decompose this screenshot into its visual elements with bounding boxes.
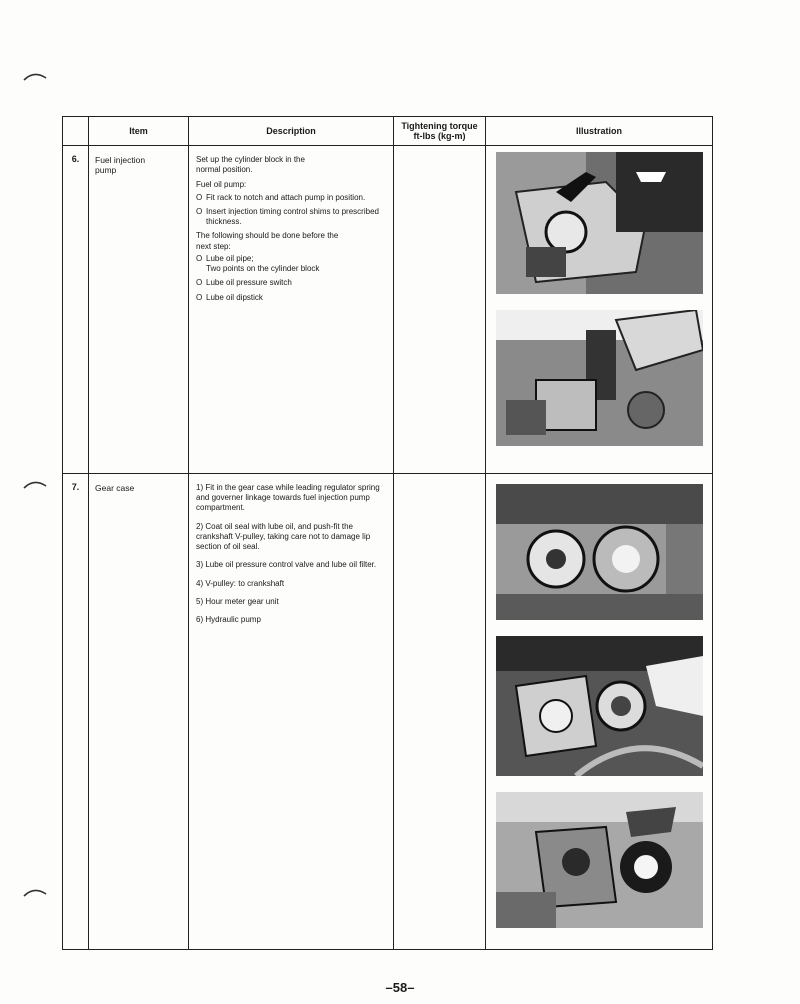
step-text: 6) Hydraulic pump	[196, 615, 261, 625]
header-description: Description	[189, 117, 394, 146]
item-label-line1: Fuel injection	[95, 155, 146, 165]
item-label-line2: pump	[95, 165, 117, 176]
table-header-row	[63, 117, 713, 146]
engine-photo	[496, 310, 703, 446]
gear-case-photo	[496, 636, 703, 776]
intro-line: Set up the cylinder block in the	[196, 155, 305, 164]
step-text: 3) Lube oil pressure control valve and lube oil filter.	[196, 560, 377, 570]
fuel-pump-subhead: Fuel oil pump:	[196, 180, 247, 190]
list-item	[196, 207, 387, 227]
lube-pipe-line: Two points on the cylinder block	[206, 264, 320, 274]
header-illustration: Illustration	[486, 117, 713, 146]
follow-line: next step:	[196, 241, 231, 251]
table-row	[63, 146, 713, 474]
list-item-text: Lube oil pressure switch	[206, 278, 292, 288]
list-item	[196, 293, 387, 303]
header-torque	[394, 117, 486, 146]
row-illustration	[486, 146, 713, 474]
intro-line: normal position.	[196, 165, 253, 175]
bullet-icon: O	[196, 278, 203, 288]
bullet-icon: O	[196, 192, 203, 202]
header-number	[63, 117, 89, 146]
header-item: Item	[89, 117, 189, 146]
list-item-text	[206, 254, 319, 274]
bullet-icon: O	[196, 253, 203, 263]
bullet-icon: O	[196, 206, 203, 216]
list-item	[196, 193, 387, 203]
step-text: 5) Hour meter gear unit	[196, 596, 279, 606]
row-torque	[394, 474, 486, 950]
row-item: Gear case	[89, 474, 189, 950]
gear-case-photo	[496, 792, 703, 928]
table-row	[63, 474, 713, 950]
engine-photo	[496, 152, 703, 294]
row-description	[189, 146, 394, 474]
binder-hole-mark	[22, 70, 48, 82]
lube-pipe-line: Lube oil pipe;	[206, 253, 254, 263]
row-number: 6.	[63, 146, 89, 474]
header-torque-line1: Tightening torque	[401, 120, 478, 131]
list-item-text: Lube oil dipstick	[206, 292, 263, 302]
intro-text	[196, 155, 387, 175]
step-text: 4) V-pulley: to crankshaft	[196, 578, 285, 588]
binder-hole-mark	[22, 478, 48, 490]
procedure-table	[62, 116, 713, 950]
row-number: 7.	[63, 474, 89, 950]
bullet-icon: O	[196, 292, 203, 302]
binder-hole-mark	[22, 886, 48, 898]
gear-case-photo	[496, 484, 703, 620]
follow-line: The following should be done before the	[196, 231, 339, 241]
list-item-text: Fit rack to notch and attach pump in position.	[206, 192, 366, 202]
row-torque	[394, 146, 486, 474]
header-torque-line2: ft-lbs (kg-m)	[413, 131, 466, 141]
list-item-text: Insert injection timing control shims to prescribed thickness.	[206, 206, 379, 227]
step-text: 2) Coat oil seal with lube oil, and push-fit the crankshaft V-pulley, taking care not to damage lip section of oil seal.	[196, 521, 371, 552]
page-number: –58–	[385, 980, 415, 995]
follow-text	[196, 231, 387, 251]
list-item	[196, 278, 387, 288]
step-text: 1) Fit in the gear case while leading regulator spring and governer linkage towards fuel injection pump compartment.	[196, 483, 380, 513]
row-description	[189, 474, 394, 950]
row-item	[89, 146, 189, 474]
row-illustration	[486, 474, 713, 950]
list-item	[196, 254, 387, 274]
